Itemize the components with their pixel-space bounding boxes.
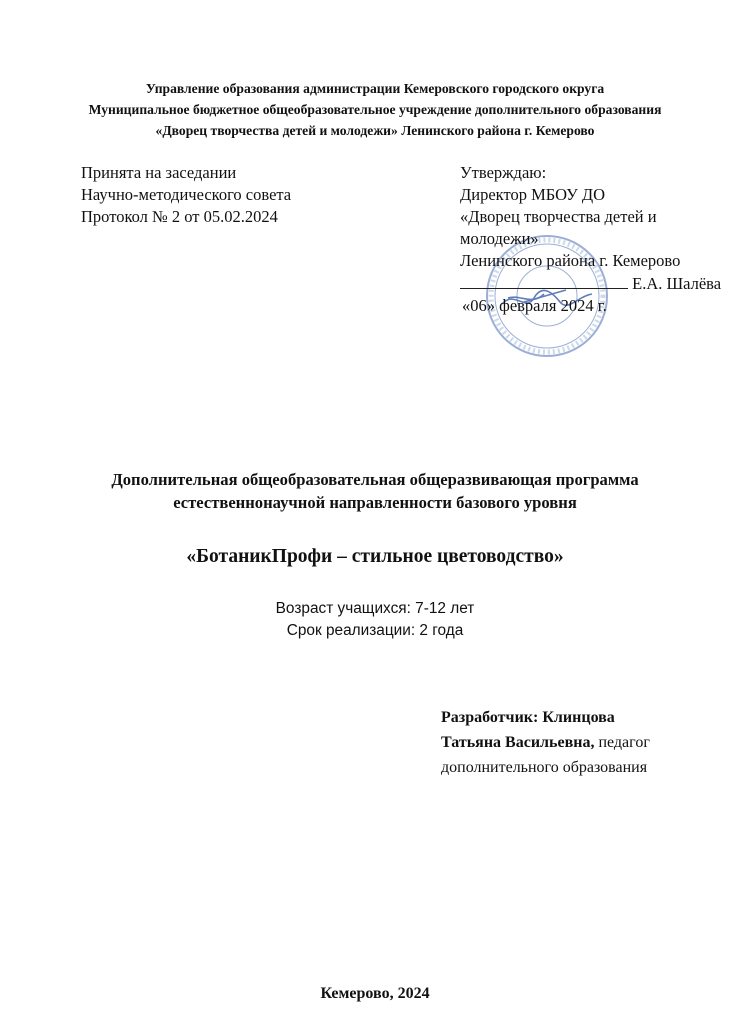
approved-line-5: Ленинского района г. Кемерово	[460, 251, 681, 270]
director-signature-line	[460, 272, 750, 295]
approved-line-4: молодежи»	[460, 229, 539, 248]
developer-role-part1: педагог	[594, 734, 650, 751]
approved-line-3: «Дворец творчества детей и	[460, 207, 657, 226]
approved-block	[460, 162, 750, 317]
developer-label: Разработчик: Клинцова	[441, 709, 615, 726]
developer-name-line	[441, 730, 650, 755]
header-line-3: «Дворец творчества детей и молодежи» Ленинского района г. Кемерово	[155, 123, 595, 138]
program-title-line-2: естественнонаучной направленности базового уровня	[173, 493, 577, 512]
program-name: «БотаникПрофи – стильное цветоводство»	[186, 546, 564, 567]
approved-line-2: Директор МБОУ ДО	[460, 185, 606, 204]
approved-line-1: Утверждаю:	[460, 163, 547, 182]
accepted-block	[81, 162, 291, 228]
program-details	[0, 598, 750, 642]
developer-name: Татьяна Васильевна,	[441, 734, 595, 751]
header-line-1: Управление образования администрации Кемеровского городского округа	[145, 81, 605, 96]
city-year: Кемерово, 2024	[320, 985, 430, 1002]
program-title-line-1: Дополнительная общеобразовательная общеразвивающая программа	[111, 470, 639, 489]
program-title	[0, 468, 750, 514]
accepted-line-3: Протокол № 2 от 05.02.2024	[81, 207, 278, 226]
header-line-2: Муниципальное бюджетное общеобразовательное учреждение дополнительного образования	[88, 102, 662, 117]
developer-role-part2: дополнительного образования	[441, 759, 648, 776]
approval-date: «06» февраля 2024 г.	[462, 296, 607, 315]
director-name: Е.А. Шалёва	[632, 274, 722, 293]
implementation-term: Срок реализации: 2 года	[286, 622, 464, 639]
student-age: Возраст учащихся: 7-12 лет	[275, 600, 475, 617]
institution-header	[0, 78, 750, 141]
accepted-line-1: Принята на заседании	[81, 163, 237, 182]
developer-block	[441, 705, 650, 780]
signature-underline	[460, 272, 628, 289]
accepted-line-2: Научно-методического совета	[81, 185, 292, 204]
